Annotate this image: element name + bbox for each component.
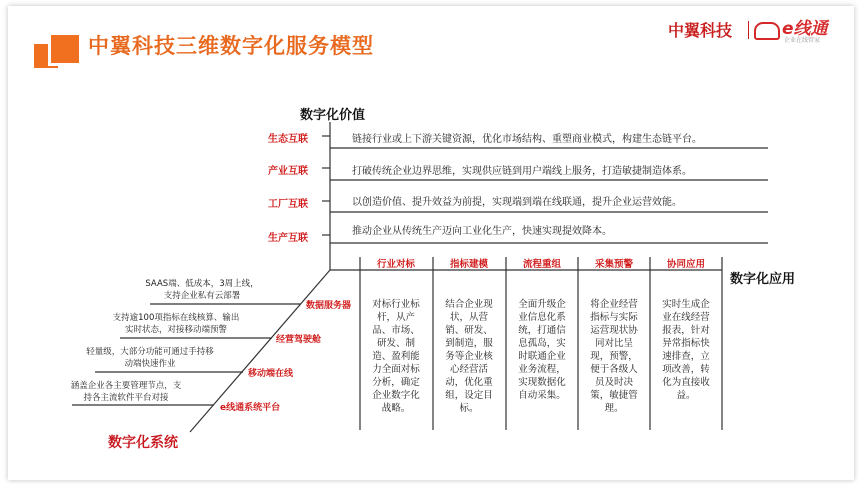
system-item-label: 经营驾驶舱 (276, 335, 322, 345)
eline-logo: e线通 (782, 19, 828, 39)
application-description: 全面升级企业信息化系统，打通信息孤岛，实时联通企业业务流程，实现数据化自动采集。 (518, 299, 566, 401)
application-description: 结合企业现状，从营销、研发、到制造，服务等企业核心经营活动，优化重组，设定目标。 (445, 299, 493, 414)
system-item-text: SAAS端、低成本，3周上线， 支持企业私有云部署 (145, 279, 259, 301)
system-axis-label: 数字化系统 (108, 435, 178, 451)
value-row-label: 生态互联 (268, 134, 308, 145)
application-header: 指标建模 (449, 259, 488, 270)
eline-logo-subtitle: 企业在线管家 (784, 37, 821, 44)
value-row-text: 链接行业或上下游关键资源，优化市场结构、重塑商业模式，构建生态链平台。 (352, 134, 702, 145)
system-item-text: 轻量级，大部分功能可通过手持移 动端快速作业 (86, 347, 214, 369)
system-item-text: 支持逾100项指标在线核算、输出 实时状态，对接移动端预警 (112, 313, 240, 335)
company-logo: 中翼科技 (668, 21, 733, 40)
page-title: 中翼科技三维数字化服务模型 (88, 34, 374, 58)
application-header: 行业对标 (376, 259, 415, 270)
value-row-text: 推动企业从传统生产迈向工业化生产，快速实现提效降本。 (352, 226, 612, 237)
value-row-text: 以创造价值、提升效益为前提，实现端到端在线联通，提升企业运营效能。 (352, 197, 682, 208)
application-description: 实时生成企业在线经营报表，针对异常指标快速排查，立项改善，转化为直接收益。 (662, 299, 710, 401)
application-header: 协同应用 (666, 259, 705, 270)
value-row-label: 产业互联 (268, 166, 308, 177)
value-axis-label: 数字化价值 (300, 108, 366, 123)
application-axis-label: 数字化应用 (730, 272, 796, 287)
value-row-label: 生产互联 (268, 233, 308, 244)
system-item-label: 数据服务器 (306, 301, 352, 311)
value-row-label: 工厂互联 (268, 199, 308, 210)
application-header: 流程重组 (522, 259, 561, 270)
application-header: 采集预警 (594, 259, 633, 270)
value-row-text: 打破传统企业边界思维，实现供应链到用户端线上服务，打造敏捷制造体系。 (352, 166, 692, 177)
application-description: 将企业经营指标与实际运营现状协同对比呈现，预警，便于各级人员及时决策，敏捷管理。 (590, 299, 638, 414)
system-item-text: 涵盖企业各主要管理节点，支 持各主流软件平台对接 (70, 381, 182, 403)
system-item-label: e线通系统平台 (220, 403, 281, 413)
application-description: 对标行业标杆，从产品、市场、研发、制造、盈利能力全面对标分析，确定企业数字化战略。 (372, 299, 420, 414)
system-item-label: 移动端在线 (248, 369, 294, 379)
